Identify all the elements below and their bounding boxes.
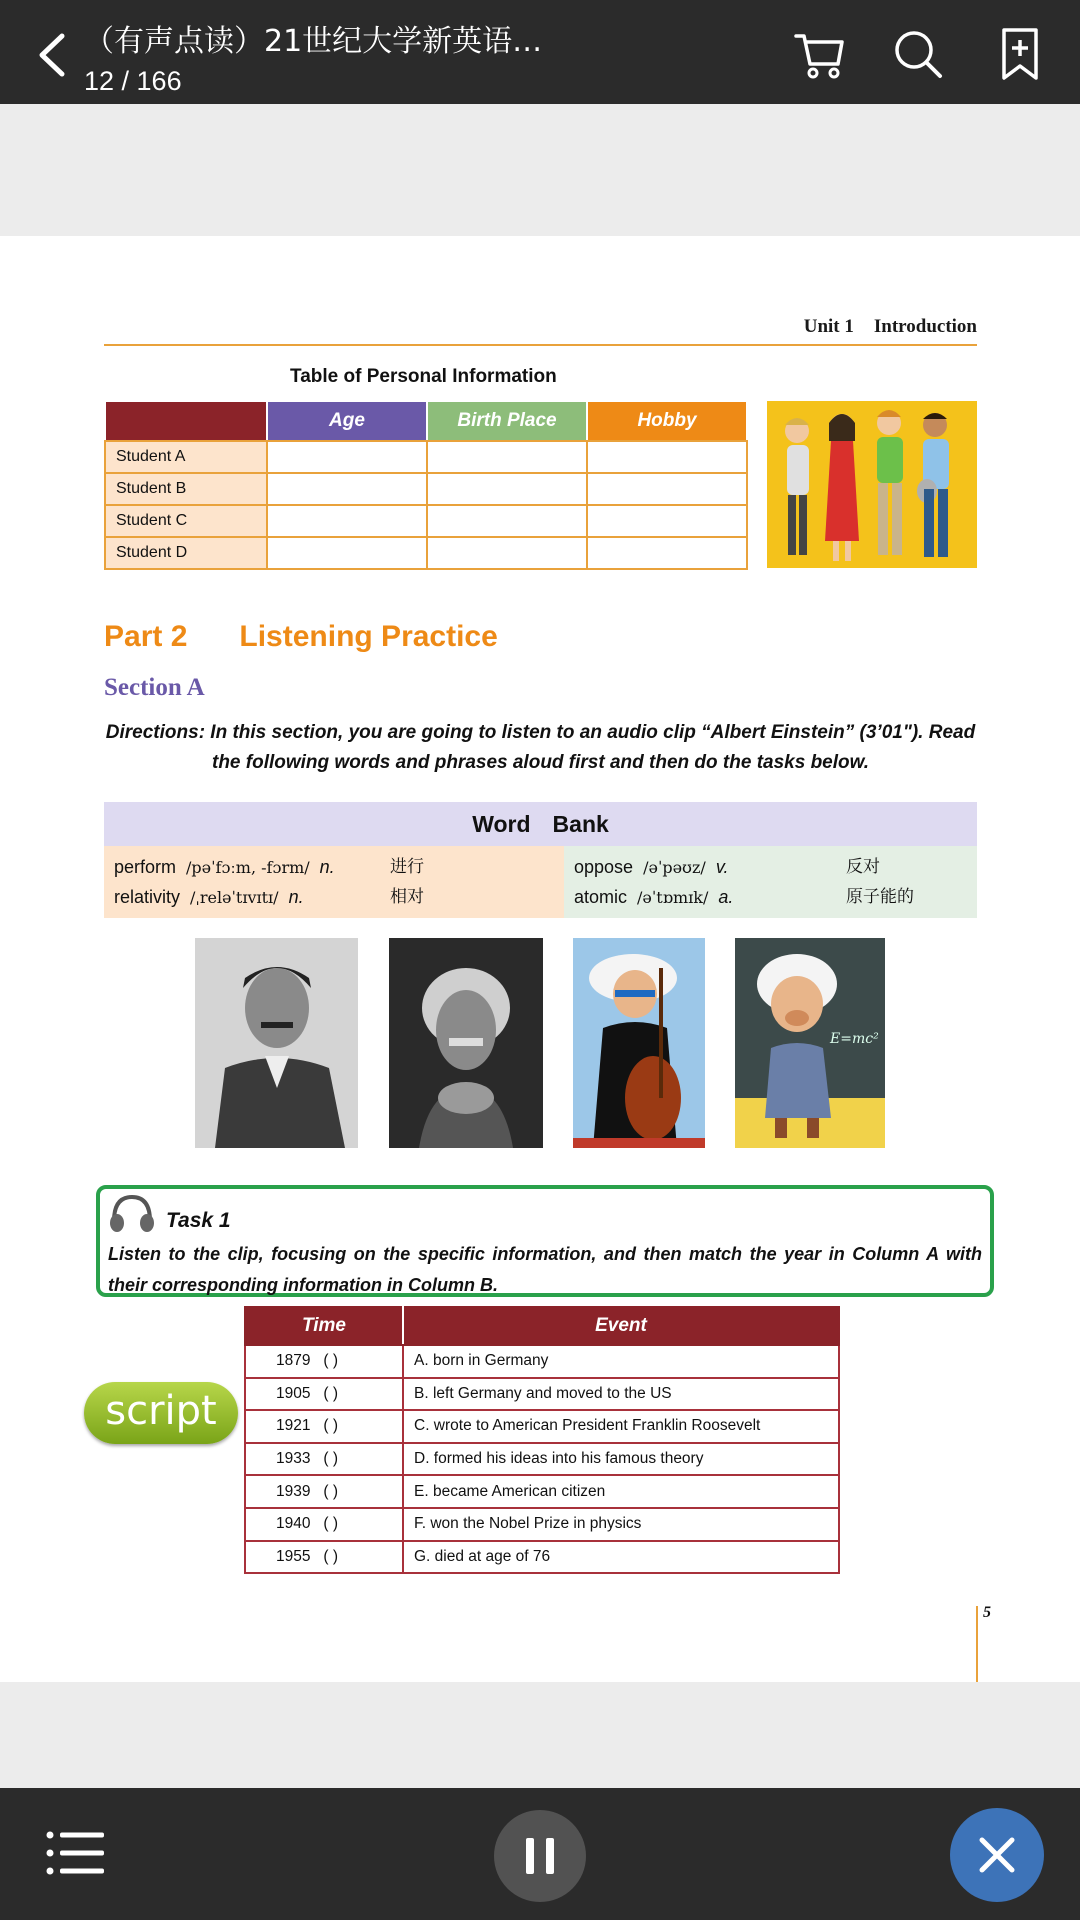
book-title: （有声点读）21世纪大学新英语… [84,24,543,59]
row-label: Student B [105,473,267,505]
pause-button[interactable] [494,1810,586,1902]
event-cell: D. formed his ideas into his famous theory [403,1443,839,1476]
year-cell [245,1410,403,1443]
row-label: Student D [105,537,267,569]
year-cell [245,1443,403,1476]
phonetic: /əˈtɒmɪk/ [637,888,709,907]
word-bank-left [104,846,564,918]
event-cell: G. died at age of 76 [403,1541,839,1574]
year-cell [245,1345,403,1378]
task-box [96,1185,994,1297]
table-cell [427,441,587,473]
table-row[interactable] [245,1410,839,1443]
table-cell [587,441,747,473]
einstein-caricature-chalkboard [735,938,885,1148]
cart-icon[interactable] [792,26,848,82]
task-instruction: Listen to the clip, focusing on the specific information, and then match the year in Column A with their corresponding information in Column B. [108,1244,982,1295]
event-cell: A. born in Germany [403,1345,839,1378]
column-header-time: Time [245,1307,403,1345]
script-button[interactable]: script [84,1382,238,1444]
table-cell [427,537,587,569]
list-icon[interactable] [46,1830,104,1876]
task-title: Task 1 [166,1209,231,1232]
table-cell [267,473,427,505]
part-of-speech: a. [718,887,734,907]
einstein-photo-1 [195,938,358,1148]
meaning: 相对 [390,887,424,907]
table-cell [587,537,747,569]
word: oppose [574,857,634,877]
column-header-age: Age [267,401,427,441]
search-icon[interactable] [890,26,946,82]
phonetic: /əˈpəʊz/ [643,858,706,877]
column-header-event: Event [403,1307,839,1345]
word-entry[interactable] [574,882,967,912]
word-entry[interactable] [574,852,967,882]
meaning: 原子能的 [846,887,914,907]
part-of-speech: n. [319,857,335,877]
close-button[interactable] [950,1808,1044,1902]
year: 1933 [276,1450,311,1468]
answer-blank[interactable]: ( ) [323,1450,339,1468]
word-bank [104,802,977,918]
year: 1905 [276,1384,311,1402]
word: perform [114,857,177,877]
students-illustration [767,401,977,568]
word-bank-title-a: Word [472,811,531,837]
event-cell: F. won the Nobel Prize in physics [403,1508,839,1541]
year: 1939 [276,1482,311,1500]
table-row [105,537,747,569]
table-row[interactable] [245,1345,839,1378]
year-cell [245,1508,403,1541]
year: 1940 [276,1515,311,1533]
part-number: Part 2 [104,620,188,653]
table-cell [267,537,427,569]
unit-header [104,312,977,346]
table-row [105,441,747,473]
meaning: 进行 [390,857,424,877]
bookmark-add-icon[interactable] [992,26,1048,82]
part-of-speech: v. [715,857,729,877]
headphone-icon[interactable] [108,1193,156,1233]
table-cell [427,473,587,505]
chevron-left-icon[interactable] [30,30,74,80]
einstein-caricature-cello [573,938,705,1148]
meaning: 反对 [846,857,880,877]
page-number-rule [976,1606,978,1682]
table-row[interactable] [245,1443,839,1476]
timeline-table [244,1306,840,1574]
row-label: Student C [105,505,267,537]
word-entry[interactable] [114,852,554,882]
word: atomic [574,887,628,907]
table-row [105,505,747,537]
pause-icon [494,1810,586,1902]
year-cell [245,1475,403,1508]
row-label: Student A [105,441,267,473]
section-heading: Section A [104,674,205,701]
answer-blank[interactable]: ( ) [323,1384,339,1402]
table-row[interactable] [245,1541,839,1574]
unit-title: Introduction [873,316,977,337]
year-cell [245,1541,403,1574]
book-page[interactable] [0,236,1080,1682]
table-row[interactable] [245,1378,839,1411]
column-header-birth-place: Birth Place [427,401,587,441]
table-cell [427,505,587,537]
personal-info-table [104,400,748,570]
answer-blank[interactable]: ( ) [323,1547,339,1565]
table-corner-cell [105,401,267,441]
svg-text:E=mc²: E=mc² [830,1031,879,1047]
year: 1955 [276,1547,311,1565]
word-entry[interactable] [114,882,554,912]
phonetic: /ˌreləˈtɪvɪtɪ/ [190,888,279,907]
answer-blank[interactable]: ( ) [323,1482,339,1500]
word-bank-title-b: Bank [552,811,609,837]
page-indicator: 12 / 166 [84,66,182,96]
table-row [105,473,747,505]
table-row[interactable] [245,1508,839,1541]
directions-text: Directions: In this section, you are going to listen to an audio clip “Albert Einstein” (3’01"). Read the following words and phrases aloud first and then do the tasks below. [105,722,976,773]
part-title: Listening Practice [239,620,498,653]
answer-blank[interactable]: ( ) [323,1417,339,1435]
table-row[interactable] [245,1475,839,1508]
unit-label: Unit 1 [803,316,854,337]
word: relativity [114,887,181,907]
table-cell [587,505,747,537]
part-of-speech: n. [288,887,304,907]
year-cell [245,1378,403,1411]
event-cell: E. became American citizen [403,1475,839,1508]
table-cell [587,473,747,505]
table-cell [267,441,427,473]
answer-blank[interactable]: ( ) [323,1515,339,1533]
year: 1921 [276,1417,311,1435]
einstein-photo-2 [389,938,543,1148]
bottom-bar [0,1788,1080,1920]
year: 1879 [276,1352,311,1370]
top-bar [0,0,1080,104]
personal-info-title: Table of Personal Information [290,366,557,387]
part-heading [104,620,498,654]
word-bank-right [564,846,977,918]
table-cell [267,505,427,537]
event-cell: B. left Germany and moved to the US [403,1378,839,1411]
event-cell: C. wrote to American President Franklin Roosevelt [403,1410,839,1443]
page-number: 5 [983,1604,991,1621]
word-bank-title [104,802,977,846]
close-icon [950,1808,1044,1902]
phonetic: /pəˈfɔːm, -fɔrm/ [186,858,310,877]
column-header-hobby: Hobby [587,401,747,441]
answer-blank[interactable]: ( ) [323,1352,339,1370]
